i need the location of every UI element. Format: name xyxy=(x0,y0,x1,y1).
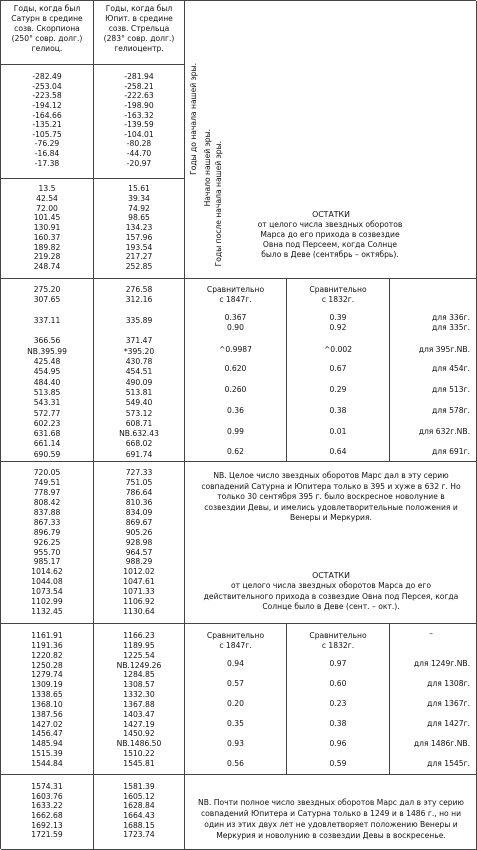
s5-cmp2-values xyxy=(287,1,389,850)
year-value: 275.20 xyxy=(33,285,61,294)
cmp-value: 0.23 xyxy=(329,699,347,708)
year-value: 1250.28 xyxy=(31,660,63,670)
year-note: для 1486г.NB. xyxy=(413,739,470,748)
header-line: гелиоцентр. xyxy=(114,44,164,53)
nb-line: один из этих двух лет не удовлетворяет положению Венеры и xyxy=(204,820,458,829)
year-value: 1515.39 xyxy=(31,749,63,759)
cmp-value: 0.60 xyxy=(329,679,347,688)
year-value: 690.59 xyxy=(33,449,61,459)
year-value: 430.78 xyxy=(125,357,153,367)
year-value: 72.00 xyxy=(36,203,58,213)
year-value: 13.5 xyxy=(38,184,56,193)
year-value: 371.47 xyxy=(125,336,153,346)
year-value: 1450.92 xyxy=(123,729,155,739)
s5-cmp1-values xyxy=(185,1,286,850)
year-value: 513.85 xyxy=(33,387,61,397)
cmp-value: 0.56 xyxy=(227,759,244,768)
header-col1 xyxy=(1,4,93,54)
year-value: 1545.81 xyxy=(123,758,155,768)
year-value: 1309.19 xyxy=(31,680,63,690)
row-divider xyxy=(1,178,185,179)
year-value: 573.12 xyxy=(125,408,153,418)
year-value: -139.59 xyxy=(124,120,154,130)
ostatki-line: Солнце было в Деве (сент. – окт.). xyxy=(262,602,400,611)
cmp-head-line: с 1832г. xyxy=(321,295,355,304)
header-line: (250° совр. долг.) xyxy=(11,34,83,43)
year-value: 39.34 xyxy=(128,193,150,203)
year-value: 1574.31 xyxy=(31,782,63,791)
year-value: 252.85 xyxy=(125,262,153,271)
year-value: *395.20 xyxy=(123,346,155,356)
cmp-value: 0.57 xyxy=(227,679,244,688)
year-value xyxy=(94,326,184,336)
year-note: для 336г. xyxy=(432,313,470,322)
year-value: 189.82 xyxy=(33,242,61,252)
year-value: 134.23 xyxy=(125,223,153,232)
year-value: 1581.39 xyxy=(123,782,155,791)
cmp-value: 0.35 xyxy=(227,719,244,728)
year-value: 1106.92 xyxy=(123,597,155,607)
year-value: 1456.47 xyxy=(31,729,63,739)
year-value: 834.09 xyxy=(125,507,153,517)
year-value: 985.17 xyxy=(33,557,61,567)
cmp-head-line: Сравнительно xyxy=(206,631,265,640)
year-value: 1387.56 xyxy=(31,709,63,719)
nb-line: только 30 сентября 395 г. было воскресное новолуние в xyxy=(217,492,445,501)
year-value: 130.91 xyxy=(33,223,61,232)
year-value: 1544.84 xyxy=(31,758,63,768)
year-note: для 1545г. xyxy=(427,759,470,768)
cmp-value: 0.90 xyxy=(227,323,244,332)
year-value: 312.16 xyxy=(125,295,153,305)
nb-line: созвездии Девы, и имелись удовлетворительные положения и xyxy=(204,502,458,512)
year-value: -17.38 xyxy=(34,158,60,168)
ostatki-line: Овна под Персеем, когда Солнце xyxy=(262,240,398,249)
s6-col2 xyxy=(94,782,184,840)
year-value: 490.09 xyxy=(125,377,153,387)
year-value: 608.71 xyxy=(125,418,153,428)
year-value: 751.05 xyxy=(125,477,153,487)
year-value: 1367.88 xyxy=(123,699,155,709)
year-value: 1189.95 xyxy=(123,640,155,650)
year-value: 1191.36 xyxy=(31,640,63,650)
ostatki-line: от целого числа звездных оборотов Марса до его xyxy=(230,581,432,590)
year-value: 307.65 xyxy=(33,295,61,305)
s1-col2 xyxy=(94,72,184,168)
year-value: 869.67 xyxy=(125,517,153,527)
header-line: Юпит. в средине xyxy=(105,14,173,23)
nb-line: Меркурия и новолунию в созвездии Девы в воскресенье. xyxy=(216,831,446,840)
cmp-value: ^0.002 xyxy=(323,345,353,354)
year-value: 808.42 xyxy=(33,497,61,507)
year-value: 1427.02 xyxy=(31,719,63,729)
year-value: 1047.61 xyxy=(123,577,155,587)
s2-col2 xyxy=(94,184,184,272)
s3-col2 xyxy=(94,285,184,460)
year-value: 1071.33 xyxy=(123,587,155,597)
year-value: 1427.19 xyxy=(123,719,155,729)
year-note: для 1249г.NB. xyxy=(413,659,470,668)
s5-notes xyxy=(390,1,472,850)
year-value: 964.57 xyxy=(125,547,153,557)
cmp-value: 0.59 xyxy=(329,759,347,768)
cmp-head-line: с 1832г. xyxy=(321,641,355,650)
year-value: 425.48 xyxy=(33,357,61,367)
year-note: для 1367г. xyxy=(427,699,470,708)
year-value: 74.92 xyxy=(128,203,150,213)
year-value: 602.23 xyxy=(33,418,61,428)
s6-col1 xyxy=(1,782,93,840)
cmp-value: 0.20 xyxy=(227,699,244,708)
cmp-value: 0.260 xyxy=(224,385,247,394)
year-value: 248.74 xyxy=(33,262,61,271)
year-value: NB.1486.50 xyxy=(116,739,162,749)
year-value: -282.49 xyxy=(32,72,62,81)
year-value: -253.04 xyxy=(32,81,62,91)
year-value: 1102.99 xyxy=(31,597,63,607)
nb-line: Венеры и Меркурия. xyxy=(290,513,372,522)
year-value: -163.32 xyxy=(124,110,154,120)
cmp-value: 0.38 xyxy=(329,719,347,728)
year-value: 1338.65 xyxy=(31,690,63,700)
year-value: 217.27 xyxy=(125,252,153,262)
year-value: 1510.22 xyxy=(123,749,155,759)
ostatki-line: было в Деве (сентябрь – октябрь). xyxy=(261,250,399,259)
year-value: 157.96 xyxy=(125,232,153,242)
cmp-value: ^0.9987 xyxy=(219,345,252,354)
year-value: 1284.85 xyxy=(123,670,155,680)
year-value: 955.70 xyxy=(33,547,61,557)
year-value: 727.33 xyxy=(125,468,153,477)
year-value: 543.31 xyxy=(33,398,61,408)
nb-line: NB. Почти полное число звездных оборотов Марс дал в эту серию xyxy=(198,798,464,807)
year-value: NB.395.99 xyxy=(27,346,67,356)
year-value: -281.94 xyxy=(124,72,154,81)
year-value: 1628.84 xyxy=(123,801,155,811)
year-value: 1723.74 xyxy=(123,830,155,840)
year-value: 98.65 xyxy=(128,213,150,223)
cmp-value: 0.67 xyxy=(329,364,347,373)
cmp-value: 0.97 xyxy=(329,659,347,668)
year-value: -80.28 xyxy=(126,139,152,149)
s5-col2 xyxy=(94,631,184,769)
year-note: для 632г.NB. xyxy=(418,427,470,436)
year-value: 454.51 xyxy=(125,367,153,377)
year-value: 1166.23 xyxy=(123,631,155,640)
year-note: для 454г. xyxy=(432,364,470,373)
year-value: -16.84 xyxy=(34,149,60,159)
year-value: 778.97 xyxy=(33,487,61,497)
year-value: 1662.68 xyxy=(31,811,63,821)
cmp-value: 0.93 xyxy=(227,739,244,748)
cmp-head-line: Сравнительно xyxy=(309,285,367,294)
row-divider xyxy=(1,64,185,65)
header-line: созв. Стрельца xyxy=(108,24,170,33)
ostatki-line: от целого числа звездных оборотов xyxy=(257,220,403,229)
cmp-value: 0.01 xyxy=(329,427,347,436)
s5-col1 xyxy=(1,631,93,769)
year-note: для 513г. xyxy=(432,385,470,394)
year-value: 335.89 xyxy=(125,315,153,325)
year-value: 1633.22 xyxy=(31,801,63,811)
year-value: 1014.62 xyxy=(31,567,63,577)
year-value: 276.58 xyxy=(125,285,153,294)
year-value xyxy=(1,306,93,316)
year-value: 810.36 xyxy=(125,497,153,507)
year-value: 1692.13 xyxy=(31,820,63,830)
label-start-era: Начало нашей эры. xyxy=(203,129,212,207)
year-value: 337.11 xyxy=(33,315,61,325)
year-value: 1220.82 xyxy=(31,650,63,660)
year-value: 1485.94 xyxy=(31,739,63,749)
year-value: 1225.54 xyxy=(123,650,155,660)
year-value: -223.58 xyxy=(32,91,62,101)
s5-dash: – xyxy=(429,629,433,638)
year-value: 572.77 xyxy=(33,408,61,418)
cmp-value: 0.38 xyxy=(329,406,347,415)
year-value: -104.01 xyxy=(124,129,154,139)
year-value: 454.95 xyxy=(33,367,61,377)
cmp-value: 0.620 xyxy=(224,364,247,373)
year-value: 101.45 xyxy=(33,213,61,223)
year-value: 786.64 xyxy=(125,487,153,497)
year-value: -198.90 xyxy=(124,100,154,110)
year-value: 1332.30 xyxy=(123,690,155,700)
year-value: 484.40 xyxy=(33,377,61,387)
header-line: Сатурн в средине xyxy=(11,14,83,23)
year-value: 366.56 xyxy=(33,336,61,346)
year-value: -135.21 xyxy=(32,120,62,130)
year-value: -20.97 xyxy=(126,158,152,168)
cmp-value: 0.29 xyxy=(329,385,347,394)
cmp-head-line: с 1847г. xyxy=(219,295,252,304)
s2-col1 xyxy=(1,184,93,272)
year-value: 1664.43 xyxy=(123,811,155,821)
year-value: -222.63 xyxy=(124,91,154,101)
cmp-value: 0.367 xyxy=(224,313,247,322)
nb-note-2 xyxy=(187,797,475,841)
header-line: Годы, когда был xyxy=(105,4,173,13)
cmp-head-line: с 1847г. xyxy=(219,641,252,650)
year-value: 749.51 xyxy=(33,477,61,487)
cmp-value: 0.64 xyxy=(329,447,347,456)
year-value: 691.74 xyxy=(125,449,153,459)
year-value: 1603.76 xyxy=(31,791,63,801)
year-value: 1688.15 xyxy=(123,820,155,830)
year-value: 988.29 xyxy=(125,557,153,567)
year-note: для 578г. xyxy=(432,406,470,415)
year-value: 926.25 xyxy=(33,537,61,547)
year-note: для 335г. xyxy=(432,323,470,332)
s4-col1 xyxy=(1,468,93,617)
year-value xyxy=(94,306,184,316)
year-value: 631.68 xyxy=(33,429,61,439)
year-value xyxy=(1,326,93,336)
year-value: 15.61 xyxy=(128,184,150,193)
year-value: 661.14 xyxy=(33,439,61,449)
year-value: 1132.45 xyxy=(31,607,63,617)
year-note: для 1308г. xyxy=(427,679,470,688)
nb-line: совпадений Сатурна и Юпитера только в 395 и хуже в 632 г. Но xyxy=(201,481,461,491)
year-value: 837.88 xyxy=(33,507,61,517)
year-value: 1161.91 xyxy=(31,631,63,640)
year-value: 1130.64 xyxy=(123,607,155,617)
cmp-value: 0.39 xyxy=(329,313,347,322)
year-value: -194.12 xyxy=(32,100,62,110)
year-note: для 395г.NB. xyxy=(418,345,470,354)
year-value: 549.40 xyxy=(125,398,153,408)
year-value: -44.70 xyxy=(126,149,152,159)
label-bc-years: Годы до начала нашей эры. xyxy=(189,63,198,175)
year-value: 867.33 xyxy=(33,517,61,527)
year-value: 668.02 xyxy=(125,439,153,449)
year-value: -164.66 xyxy=(32,110,62,120)
year-value: 219.28 xyxy=(33,252,61,262)
cmp-head-line: Сравнительно xyxy=(206,285,265,294)
year-value: 1279.74 xyxy=(31,670,63,680)
header-line: гелиоц. xyxy=(31,44,63,53)
year-value: 42.54 xyxy=(36,193,58,203)
year-value: 1044.08 xyxy=(31,577,63,587)
year-value: 1308.57 xyxy=(123,680,155,690)
year-note: для 691г. xyxy=(432,447,470,456)
ostatki-title-1: ОСТАТКИ xyxy=(312,210,350,219)
cmp-value: 0.94 xyxy=(227,659,244,668)
cmp-value: 0.92 xyxy=(329,323,347,332)
header-line: Годы, когда был xyxy=(13,4,81,13)
year-value: 928.98 xyxy=(125,537,153,547)
year-value: NB.632.43 xyxy=(119,429,159,439)
year-value: -258.21 xyxy=(124,81,154,91)
cmp-value: 0.96 xyxy=(329,739,347,748)
year-value: 513.81 xyxy=(125,387,153,397)
cmp-head-line: Сравнительно xyxy=(309,631,367,640)
year-value: 193.54 xyxy=(125,242,153,252)
year-value: 1368.10 xyxy=(31,699,63,709)
ostatki-line: действительного прихода в созвездие Овна под Персея, когда xyxy=(203,591,459,601)
year-value: -105.75 xyxy=(32,129,62,139)
year-value: 1073.54 xyxy=(31,587,63,597)
year-value: 1721.59 xyxy=(31,830,63,840)
label-ad-years: Годы после начала нашей эры. xyxy=(214,141,223,267)
cmp-value: 0.99 xyxy=(227,427,244,436)
header-line: (283° совр. долг.) xyxy=(103,34,175,43)
year-value: NB.1249.26 xyxy=(116,660,162,670)
s3-col1 xyxy=(1,285,93,460)
year-value: 720.05 xyxy=(33,468,61,477)
year-note: для 1427г. xyxy=(427,719,470,728)
ostatki-title-2: ОСТАТКИ xyxy=(312,571,350,580)
year-value: 1403.47 xyxy=(123,709,155,719)
header-line: созв. Скорпиона xyxy=(14,24,80,33)
header-col2 xyxy=(94,4,184,54)
year-value: 1605.12 xyxy=(123,791,155,801)
year-value: 905.26 xyxy=(125,527,153,537)
nb-line: совпадений Юпитера и Сатурна только в 1249 и в 1486 г., но ни xyxy=(200,809,462,818)
year-value: 160.37 xyxy=(33,232,61,242)
year-value: -76.29 xyxy=(34,139,60,149)
cmp-value: 0.62 xyxy=(227,447,244,456)
cmp-value: 0.36 xyxy=(227,406,244,415)
year-value: 1012.02 xyxy=(123,567,155,577)
s4-col2 xyxy=(94,468,184,617)
ostatki-line: Марса до его прихода в созвездие xyxy=(260,230,400,239)
nb-line: NB. Целое число звездных оборотов Марс дал в эту серию xyxy=(213,471,449,480)
s1-col1 xyxy=(1,72,93,168)
year-value: 896.79 xyxy=(33,527,61,537)
